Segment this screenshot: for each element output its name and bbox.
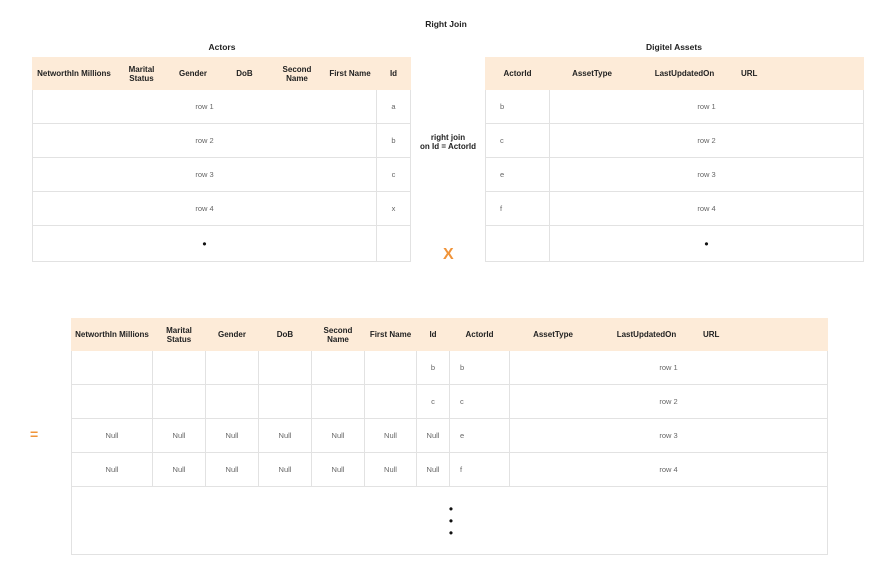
result-row-label: row 2 [510,385,828,419]
null-cell: Null [312,453,365,487]
null-cell: Null [153,419,206,453]
assets-header-last-updated-on: LastUpdatedOn [635,58,735,90]
actors-header-first-name: First Name [324,58,377,90]
actors-row-label: row 3 [33,158,377,192]
assets-row-actor-id: c [486,124,550,158]
result-row-actor-id: f [450,453,510,487]
table-row-more [486,226,864,262]
result-row-actor-id: c [450,385,510,419]
more-rows-bullet: • [448,525,454,540]
null-cell: Null [312,419,365,453]
assets-row-actor-id: f [486,192,550,226]
result-header-networth: NetworthIn Millions [72,319,153,351]
result-row-label: row 3 [510,419,828,453]
table-row [33,158,411,192]
table-row [486,90,864,124]
null-cell: Null [365,419,417,453]
actors-header-marital-status: Marital Status [116,58,168,90]
assets-header-url: URL [735,58,864,90]
more-rows-bullet: • [448,501,454,516]
result-header-last-updated-on: LastUpdatedOn [597,319,697,351]
actors-header-networth: NetworthIn Millions [33,58,116,90]
equals-symbol: = [30,426,39,442]
table-row [33,90,411,124]
assets-row-actor-id: e [486,158,550,192]
actors-header-second-name: Second Name [271,58,324,90]
assets-row-label: row 2 [550,124,864,158]
table-row [486,124,864,158]
actors-row-id: x [377,192,411,226]
null-cell: Null [72,453,153,487]
result-row-id: Null [417,419,450,453]
more-rows-bullet: • [704,236,709,251]
null-cell: Null [259,419,312,453]
actors-header-id: Id [377,58,411,90]
actors-row-label: row 1 [33,90,377,124]
result-row-actor-id: b [450,351,510,385]
actors-row-label: row 4 [33,192,377,226]
assets-row-label: row 1 [550,90,864,124]
more-rows-bullet: • [202,236,207,251]
assets-table-title: Digitel Assets [646,42,702,52]
actors-row-id: c [377,158,411,192]
table-row-more [33,226,411,262]
assets-row-actor-id: b [486,90,550,124]
table-row [486,192,864,226]
result-table [71,318,828,555]
result-header-actor-id: ActorId [450,319,510,351]
actors-row-id: b [377,124,411,158]
null-cell: Null [153,453,206,487]
assets-header-asset-type: AssetType [550,58,635,90]
result-row-actor-id: e [450,419,510,453]
result-header-id: Id [417,319,450,351]
diagram-title: Right Join [425,19,467,29]
actors-row-id: a [377,90,411,124]
table-row-more [72,487,828,555]
result-row-id: c [417,385,450,419]
result-header-marital-status: Marital Status [153,319,206,351]
join-condition-label [408,133,488,151]
table-row [72,385,828,419]
actors-header-gender: Gender [168,58,219,90]
actors-header-dob: DoB [219,58,271,90]
table-row [486,158,864,192]
join-on-text: on Id = ActorId [420,142,476,151]
null-cell: Null [365,453,417,487]
result-header-dob: DoB [259,319,312,351]
table-row [72,419,828,453]
table-row [72,351,828,385]
result-header-second-name: Second Name [312,319,365,351]
table-row [33,192,411,226]
actors-row-label: row 2 [33,124,377,158]
result-row-label: row 4 [510,453,828,487]
assets-row-label: row 4 [550,192,864,226]
assets-row-label: row 3 [550,158,864,192]
join-type-text: right join [430,133,466,142]
cross-symbol: X [443,246,454,263]
result-header-url: URL [697,319,828,351]
result-row-id: b [417,351,450,385]
null-cell: Null [206,419,259,453]
null-cell: Null [72,419,153,453]
assets-header-actor-id: ActorId [486,58,550,90]
assets-table [485,57,864,262]
more-rows-bullet: • [448,513,454,528]
null-cell: Null [206,453,259,487]
result-header-gender: Gender [206,319,259,351]
result-header-asset-type: AssetType [510,319,597,351]
table-row [72,453,828,487]
result-row-id: Null [417,453,450,487]
null-cell: Null [259,453,312,487]
result-row-label: row 1 [510,351,828,385]
result-header-first-name: First Name [365,319,417,351]
actors-table [32,57,411,262]
actors-table-title: Actors [208,42,236,52]
table-row [33,124,411,158]
